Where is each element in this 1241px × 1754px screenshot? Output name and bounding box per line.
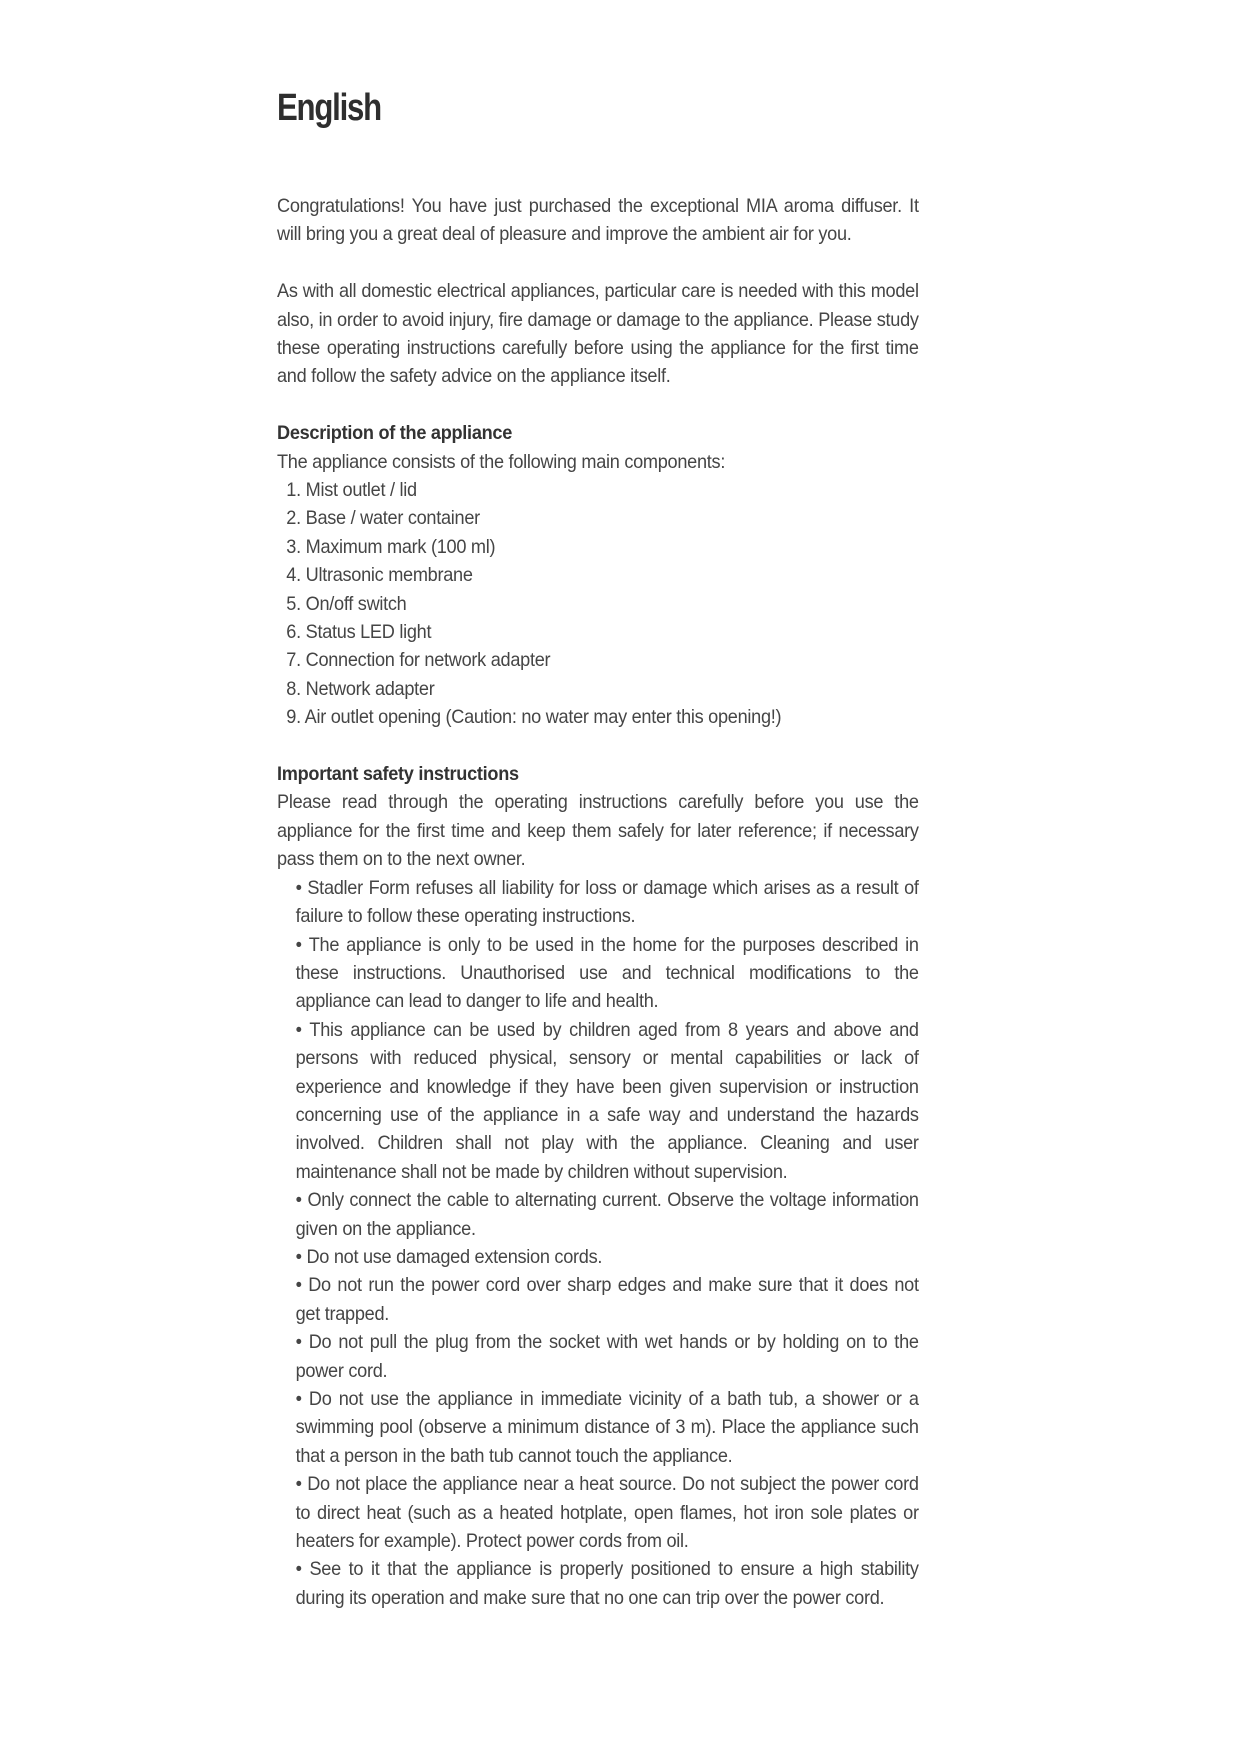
manual-page [277,86,919,1612]
component-item: 5. On/off switch [286,592,407,615]
intro-paragraph: Congratulations! You have just purchased the exceptional MIA aroma diffuser. It will bring you a great deal of pleasure and improve the ambient air for you. [277,195,919,246]
safety-item: • Do not pull the plug from the socket with wet hands or by holding on to the power cord. [296,1328,919,1385]
safety-item: • Only connect the cable to alternating current. Observe the voltage information given on the appliance. [296,1186,919,1243]
description-heading: Description of the appliance [277,422,513,445]
care-paragraph: As with all domestic electrical appliances, particular care is needed with this model also, in order to avoid injury, fire damage or damage to the appliance. Please study these operating instructions carefully before using the appliance for the first time and follow the safety advice on the appliance itself. [277,280,919,388]
safety-lead: Please read through the operating instructions carefully before you use the appliance for the first time and keep them safely for later reference; if necessary pass them on to the next owner. [277,791,919,871]
component-item: 4. Ultrasonic membrane [286,564,473,587]
safety-item: • Do not use the appliance in immediate vicinity of a bath tub, a shower or a swimming pool (observe a minimum distance of 3 m). Place the appliance such that a person in the bath tub cannot touch the appliance. [296,1385,919,1470]
description-lead: The appliance consists of the following main components: [277,450,726,473]
safety-item: • Do not run the power cord over sharp edges and make sure that it does not get trapped. [296,1271,919,1328]
safety-heading: Important safety instructions [277,763,519,786]
safety-item: • Stadler Form refuses all liability for loss or damage which arises as a result of failure to follow these operating instructions. [296,874,919,931]
language-heading: English [277,87,381,129]
safety-item: • The appliance is only to be used in the home for the purposes described in these instructions. Unauthorised use and technical modifications to the appliance can lead to danger to life and health. [296,931,919,1016]
component-item: 2. Base / water container [286,507,480,530]
component-item: 1. Mist outlet / lid [286,479,417,502]
component-item: 8. Network adapter [286,677,435,700]
safety-item: • See to it that the appliance is properly positioned to ensure a high stability during its operation and make sure that no one can trip over the power cord. [296,1555,919,1612]
component-item: 3. Maximum mark (100 ml) [286,535,496,558]
safety-list [277,874,919,1613]
safety-item: • Do not place the appliance near a heat source. Do not subject the power cord to direct heat (such as a heated hotplate, open flames, hot iron sole plates or heaters for example). Protect power cords from oil. [296,1470,919,1555]
component-list [277,476,919,732]
component-item: 9. Air outlet opening (Caution: no water may enter this opening!) [286,706,782,729]
text-body [277,192,919,1612]
component-item: 7. Connection for network adapter [286,649,551,672]
safety-item: • This appliance can be used by children aged from 8 years and above and persons with reduced physical, sensory or mental capabilities or lack of experience and knowledge if they have been given supervision or instruction concerning use of the appliance in a safe way and understand the hazards involved. Children shall not play with the appliance. Cleaning and user maintenance shall not be made by children without supervision. [296,1016,919,1186]
safety-item: • Do not use damaged extension cords. [296,1243,919,1271]
component-item: 6. Status LED light [286,621,432,644]
